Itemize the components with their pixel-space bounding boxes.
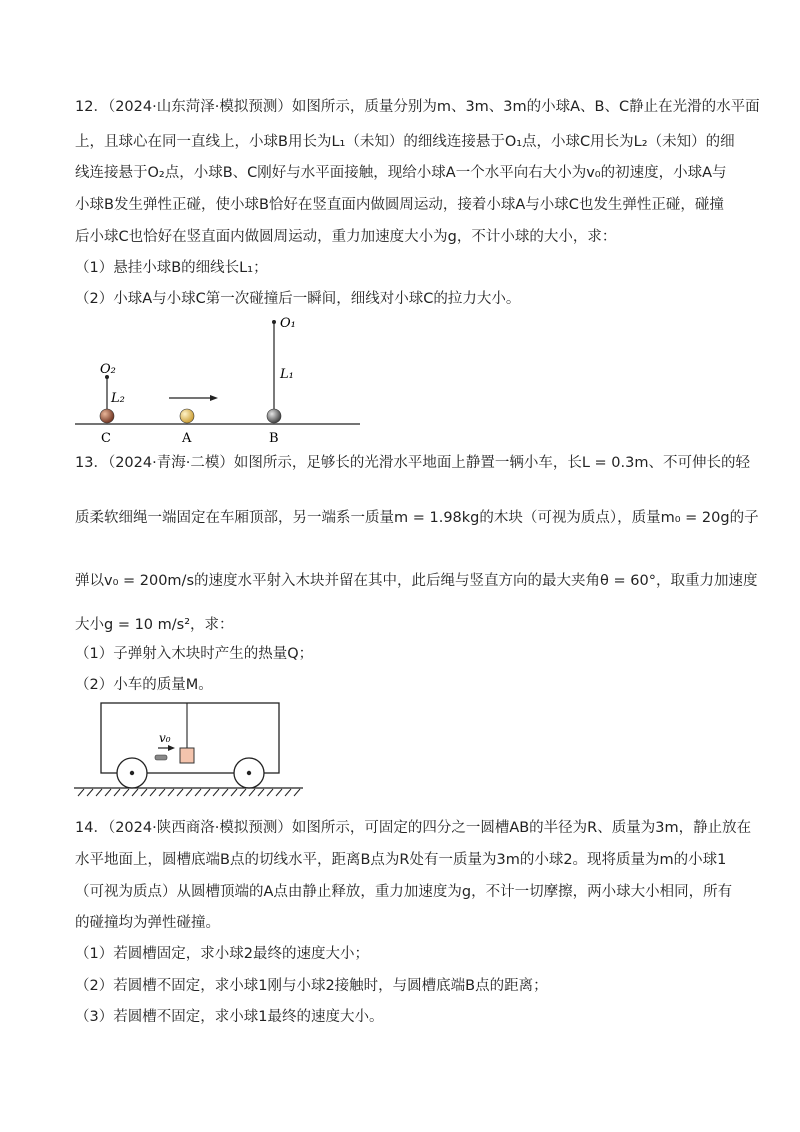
p12-line-4: 小球B发生弹性正碰，使小球B恰好在竖直面内做圆周运动，接着小球A与小球C也发生弹性正碰，碰撞: [75, 197, 724, 213]
p12-line-5: 后小球C也恰好在竖直面内做圆周运动，重力加速度大小为g，不计小球的大小，求：: [75, 229, 617, 245]
ball-a: [180, 409, 194, 423]
p13-line-2: 质柔软细绳一端固定在车厢顶部，另一端系一质量m = 1.98kg的木块（可视为质点），质量m₀ = 20g的子: [75, 510, 759, 526]
floor-hatching: [78, 789, 300, 796]
label-l1: L₁: [280, 367, 294, 382]
p12-line-1: 12．（2024·山东菏泽·模拟预测）如图所示，质量分别为m、3m、3m的小球A、B、C静止在光滑的水平面: [75, 99, 760, 115]
p14-line-2: 水平地面上，圆槽底端B点的切线水平，距离B点为R处有一质量为3m的小球2。现将质量为m的小球1: [75, 852, 727, 868]
p12-question-2: （2）小球A与小球C第一次碰撞后一瞬间，细线对小球C的拉力大小。: [75, 291, 521, 307]
p14-line-1: 14．（2024·陕西商洛·模拟预测）如图所示，可固定的四分之一圆槽AB的半径为R、质量为3m，静止放在: [75, 820, 752, 836]
p13-line-3: 弹以v₀ = 200m/s的速度水平射入木块并留在其中，此后绳与竖直方向的最大夹角θ = 60°，取重力加速度: [75, 573, 758, 589]
label-b: B: [269, 431, 279, 446]
label-v0: v₀: [159, 731, 171, 745]
p14-question-3: （3）若圆槽不固定，求小球1最终的速度大小。: [75, 1009, 384, 1025]
p13-question-1: （1）子弹射入木块时产生的热量Q；: [75, 646, 314, 662]
label-o2: O₂: [100, 362, 116, 377]
p14-question-1: （1）若圆槽固定，求小球2最终的速度大小；: [75, 946, 369, 962]
p14-line-4: 的碰撞均为弹性碰撞。: [75, 915, 220, 931]
p13-line-1: 13．（2024·青海·二模）如图所示，足够长的光滑水平地面上静置一辆小车，长L = 0.3m、不可伸长的轻: [75, 455, 750, 471]
p12-figure: [70, 310, 370, 450]
p13-line-4: 大小g = 10 m/s²，求：: [75, 617, 234, 633]
wheel-left-hub: [130, 771, 134, 775]
wooden-block: [180, 748, 194, 763]
wheel-right-hub: [247, 771, 251, 775]
p12-line-3: 线连接悬于O₂点，小球B、C刚好与水平面接触，现给小球A一个水平向右大小为v₀的初速度，小球A与: [75, 165, 727, 181]
v0-arrow-head: [168, 745, 175, 751]
p12-question-1: （1）悬挂小球B的细线长L₁；: [75, 260, 268, 276]
ball-b: [267, 409, 281, 423]
label-c: C: [101, 431, 111, 446]
bullet: [155, 755, 167, 760]
label-o1: O₁: [280, 316, 296, 331]
label-l2: L₂: [111, 391, 125, 406]
p13-figure: [70, 696, 310, 804]
label-a: A: [182, 431, 192, 446]
p12-line-2: 上，且球心在同一直线上，小球B用长为L₁（未知）的细线连接悬于O₁点，小球C用长为L₂（未知）的细: [75, 134, 735, 150]
p14-question-2: （2）若圆槽不固定，求小球1刚与小球2接触时，与圆槽底端B点的距离；: [75, 978, 548, 994]
p13-question-2: （2）小车的质量M。: [75, 677, 213, 693]
ball-c: [100, 409, 114, 423]
p14-line-3: （可视为质点）从圆槽顶端的A点由静止释放，重力加速度为g，不计一切摩擦，两小球大小相同，所有: [75, 884, 733, 900]
velocity-arrow-head: [210, 395, 218, 401]
